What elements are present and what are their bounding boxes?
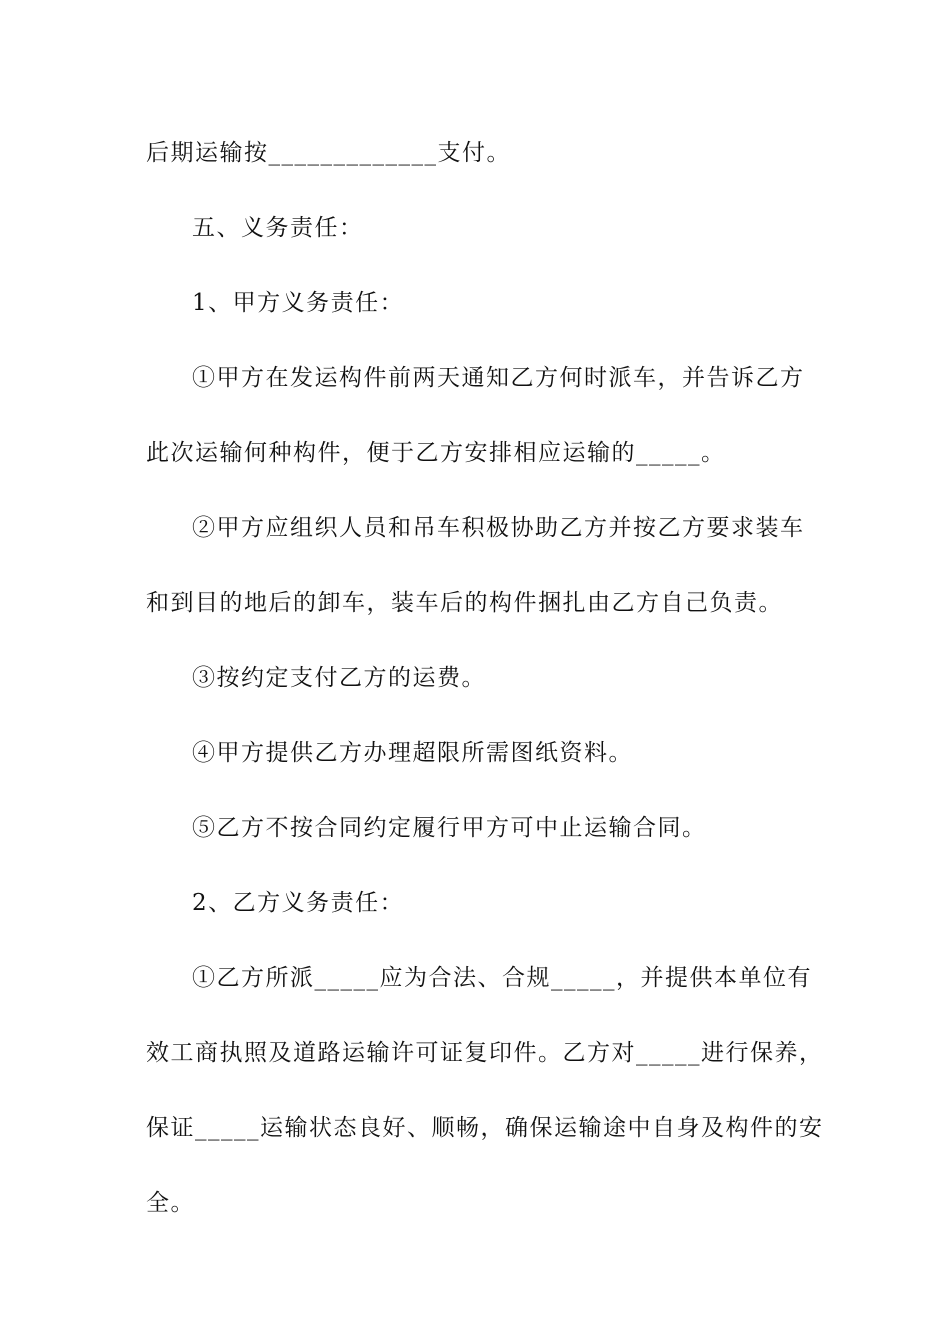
party-b-item-1-line-3: 保证_____运输状态良好、顺畅，确保运输途中自身及构件的安 [146,1115,824,1141]
party-a-item-4: ④甲方提供乙方办理超限所需图纸资料。 [192,740,633,766]
party-a-item-2-line-2: 和到目的地后的卸车，装车后的构件捆扎由乙方自己负责。 [146,590,783,616]
payment-line: 后期运输按_____________支付。 [146,140,511,166]
party-b-item-1-line-4: 全。 [146,1190,195,1216]
party-a-item-1-line-2: 此次运输何种构件，便于乙方安排相应运输的_____。 [146,440,726,466]
party-a-item-5: ⑤乙方不按合同约定履行甲方可中止运输合同。 [192,815,707,841]
subsection-heading-party-b: 2、乙方义务责任： [192,890,405,916]
party-b-item-1-line-2: 效工商执照及道路运输许可证复印件。乙方对_____进行保养， [146,1040,824,1066]
party-a-item-2-line-1: ②甲方应组织人员和吊车积极协助乙方并按乙方要求装车 [192,515,805,541]
section-heading-obligations: 五、义务责任： [192,215,364,241]
party-b-item-1-line-1: ①乙方所派_____应为合法、合规_____，并提供本单位有 [192,965,812,991]
party-a-item-1-line-1: ①甲方在发运构件前两天通知乙方何时派车，并告诉乙方 [192,365,805,391]
subsection-heading-party-a: 1、甲方义务责任： [192,290,405,316]
party-a-item-3: ③按约定支付乙方的运费。 [192,665,486,691]
